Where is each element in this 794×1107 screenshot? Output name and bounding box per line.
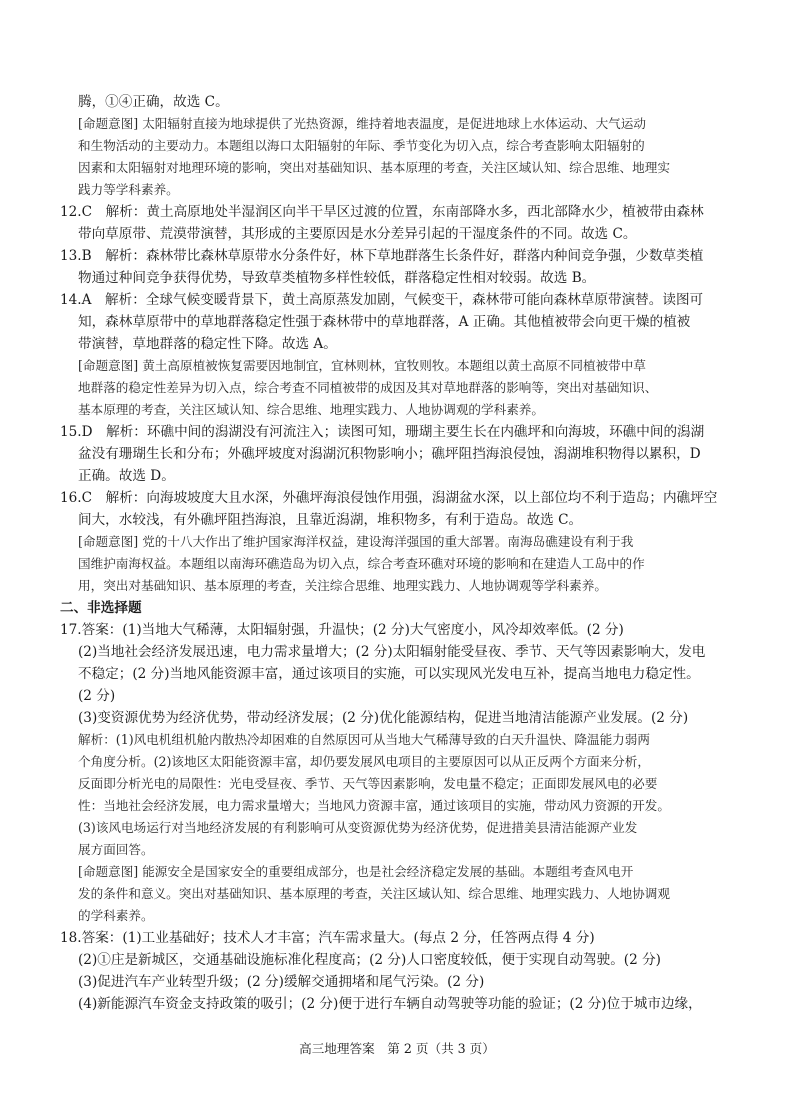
text-line: 间大，水较浅，有外礁坪阻挡海浪，且靠近潟湖，堆积物多，有利于造岛。故选 C。: [78, 512, 583, 528]
intent-line: [命题意图] 太阳辐射直接为地球提供了光热资源，维持着地表温度，是促进地球上水体运动、大气运动: [78, 116, 646, 131]
analysis-line: 展方面回答。: [78, 842, 154, 857]
intent-line: 国维护南海权益。本题组以南海环礁造岛为切入点，综合考查环礁对环境的影响和在建造人工岛中的作: [78, 556, 645, 571]
intent-line: 和生物活动的主要动力。本题组以海口太阳辐射的年际、季节变化为切入点，综合考查影响太阳辐射的: [78, 138, 645, 153]
intent-line: [命题意图] 能源安全是国家安全的重要组成部分，也是社会经济稳定发展的基础。本题组考查风电开: [78, 864, 634, 879]
intent-line: 地群落的稳定性差异为切入点，综合考查不同植被带的成因及其对草地群落的影响等，突出对基础知识、: [78, 380, 658, 395]
intent-line: 基本原理的考查，关注区域认知、综合思维、地理实践力、人地协调观的学科素养。: [78, 402, 544, 417]
intent-line: 的学科素养。: [78, 908, 154, 923]
intent-line: 践力等学科素养。: [78, 182, 179, 197]
analysis-line: (3)该风电场运行对当地经济发展的有利影响可从变资源优势为经济优势，促进措美县清洁能源产业发: [78, 820, 638, 835]
analysis-line: 反面即分析光电的局限性：光电受昼夜、季节、天气等因素影响，发电量不稳定；正面即发展风电的必要: [78, 776, 658, 791]
analysis-line: 解析：(1)风电机组机舱内散热冷却困难的自然原因可从当地大气稀薄导致的白天升温快、降温能力弱两: [78, 732, 650, 747]
text-line: (2)①庄是新城区，交通基础设施标准化程度高；(2 分)人口密度较低，便于实现自动驾驶。(2 分): [78, 952, 661, 968]
intent-line: 发的条件和意义。突出对基础知识、基本原理的考查，关注区域认知、综合思维、地理实践力、人地协调观: [78, 886, 670, 901]
text-line: 腾，①④正确，故选 C。: [78, 94, 229, 110]
intent-line: [命题意图] 黄土高原植被恢复需要因地制宜，宜林则林，宜牧则牧。本题组以黄土高原不同植被带中草: [78, 358, 646, 373]
text-line: (2)当地社会经济发展迅速，电力需求量增大；(2 分)太阳辐射能受昼夜、季节、天气等因素影响大，发电: [78, 644, 706, 660]
answer-13: 13.B 解析：森林带比森林草原带水分条件好，林下草地群落生长条件好，群落内种间竞争强，少数草类植: [60, 248, 704, 264]
answer-18: 18.答案：(1)工业基础好；技术人才丰富；汽车需求量大。(每点 2 分，任答两点得 4 分): [60, 930, 595, 946]
text-line: (2 分): [78, 688, 116, 704]
analysis-line: 个角度分析。(2)该地区太阳能资源丰富，却仍要发展风电项目的主要原因可以从正反两个方面来分析，: [78, 754, 650, 769]
answer-17: 17.答案：(1)当地大气稀薄，太阳辐射强，升温快；(2 分)大气密度小，风冷却效率低。(2 分): [60, 622, 624, 638]
text-line: 正确。故选 D。: [78, 468, 175, 484]
text-line: (3)促进汽车产业转型升级；(2 分)缓解交通拥堵和尾气污染。(2 分): [78, 974, 485, 990]
answer-14: 14.A 解析：全球气候变暖背景下，黄土高原蒸发加剧，气候变干，森林带可能向森林草原带演替。读图可: [60, 292, 704, 308]
section-heading: 二、非选择题: [60, 600, 142, 616]
text-line: 不稳定；(2 分)当地风能资源丰富，通过该项目的实施，可以实现风光发电互补，提高当地电力稳定性。: [78, 666, 700, 682]
text-line: 知，森林草原带中的草地群落稳定性强于森林带中的草地群落，A 正确。其他植被带会向更干燥的植被: [78, 314, 691, 330]
analysis-line: 性：当地社会经济发展，电力需求量增大；当地风力资源丰富，通过该项目的实施，带动风力资源的开发。: [78, 798, 670, 813]
text-line: (4)新能源汽车资金支持政策的吸引；(2 分)便于进行车辆自动驾驶等功能的验证；(2 分)位于城市边缘，: [78, 996, 702, 1012]
text-line: 物通过种间竞争获得优势，导致草类植物多样性较低，群落稳定性相对较弱。故选 B。: [78, 270, 596, 286]
answer-16: 16.C 解析：向海坡坡度大且水深，外礁坪海浪侵蚀作用强，潟湖盆水深，以上部位均不利于造岛；内礁坪空: [60, 490, 718, 506]
text-line: 带演替，草地群落的稳定性下降。故选 A。: [78, 336, 337, 352]
intent-line: 用，突出对基础知识、基本原理的考查，关注综合思维、地理实践力、人地协调观等学科素养。: [78, 578, 607, 593]
answer-15: 15.D 解析：环礁中间的潟湖没有河流注入；读图可知，珊瑚主要生长在内礁坪和向海坡，环礁中间的潟湖: [60, 424, 705, 440]
answer-12: 12.C 解析：黄土高原地处半湿润区向半干旱区过渡的位置，东南部降水多，西北部降水少，植被带由森林: [60, 204, 704, 220]
intent-line: [命题意图] 党的十八大作出了维护国家海洋权益，建设海洋强国的重大部署。南海岛礁建设有利于我: [78, 534, 634, 549]
intent-line: 因素和太阳辐射对地理环境的影响，突出对基础知识、基本原理的考查，关注区域认知、综合思维、地理实: [78, 160, 670, 175]
text-line: 盆没有珊瑚生长和分布；外礁坪坡度对潟湖沉积物影响小；礁坪阻挡海浪侵蚀，潟湖堆积物得以累积，D: [78, 446, 701, 462]
text-line: 带向草原带、荒漠带演替，其形成的主要原因是水分差异引起的干湿度条件的不同。故选 C。: [78, 226, 637, 242]
page-footer: 高三地理答案 第 2 页（共 3 页）: [299, 1041, 495, 1056]
text-line: (3)变资源优势为经济优势，带动经济发展；(2 分)优化能源结构，促进当地清洁能源产业发展。(2 分): [78, 710, 689, 726]
